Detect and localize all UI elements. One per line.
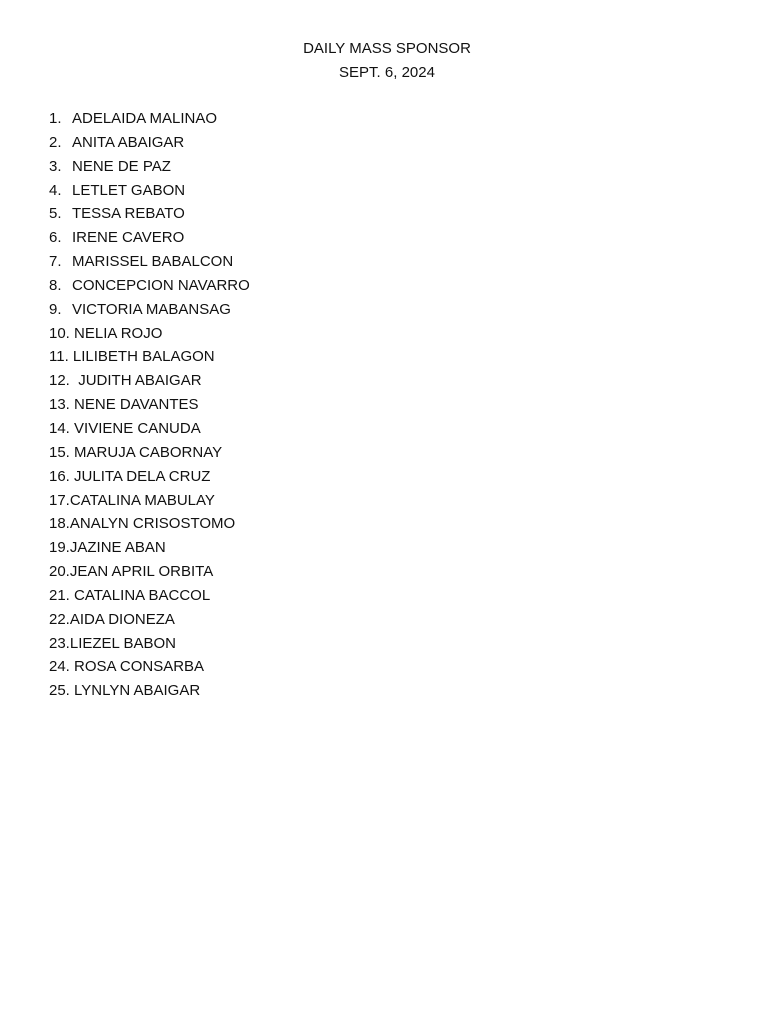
list-item	[49, 608, 250, 632]
list-number: 23.	[49, 634, 70, 652]
list-item	[49, 298, 250, 322]
list-item	[49, 226, 250, 250]
list-number: 9.	[49, 300, 62, 318]
sponsor-name: TESSA REBATO	[72, 205, 185, 223]
sponsor-name: NENE DAVANTES	[74, 396, 199, 414]
list-item	[49, 417, 250, 441]
list-number: 1.	[49, 110, 62, 127]
list-number: 17.	[49, 491, 70, 509]
list-item	[49, 107, 250, 131]
list-item	[49, 155, 250, 179]
list-number: 22.	[49, 610, 70, 628]
sponsor-name: MARUJA CABORNAY	[74, 443, 223, 461]
list-item	[49, 369, 250, 393]
list-number: 20.	[49, 563, 70, 581]
sponsor-name: LIEZEL BABON	[69, 634, 177, 652]
list-item	[49, 560, 250, 584]
list-item	[49, 536, 250, 560]
list-number: 11.	[49, 348, 73, 366]
sponsor-name: VIVIENE CANUDA	[74, 419, 201, 437]
sponsor-name: LYNLYN ABAIGAR	[74, 682, 201, 700]
sponsor-name: JUDITH ABAIGAR	[74, 372, 202, 390]
sponsor-name: IRENE CAVERO	[72, 229, 185, 247]
sponsor-name: LILIBETH BALAGON	[72, 348, 215, 366]
list-number: 5.	[49, 205, 62, 223]
list-item	[49, 679, 250, 703]
list-number: 14.	[49, 419, 75, 437]
sponsor-name: CATALINA BACCOL	[74, 586, 211, 604]
document-date: SEPT. 6, 2024	[339, 64, 435, 81]
list-number: 19.	[49, 539, 70, 557]
sponsor-name: AIDA DIONEZA	[69, 610, 175, 628]
list-item	[49, 393, 250, 417]
sponsor-name: NELIA ROJO	[74, 324, 163, 342]
sponsor-name: ADELAIDA MALINAO	[72, 110, 218, 127]
list-number: 10.	[49, 324, 75, 342]
list-number: 15.	[49, 443, 75, 461]
list-item	[49, 489, 250, 513]
list-item	[49, 131, 250, 155]
list-number: 12.	[49, 372, 75, 390]
sponsor-name: CATALINA MABULAY	[69, 491, 215, 509]
list-number: 4.	[49, 181, 62, 199]
list-item	[49, 655, 250, 679]
list-item	[49, 632, 250, 656]
sponsor-list	[49, 107, 250, 703]
list-item	[49, 202, 250, 226]
list-item	[49, 274, 250, 298]
list-number: 18.	[49, 515, 70, 533]
list-item	[49, 512, 250, 536]
list-item	[49, 584, 250, 608]
sponsor-name: ANITA ABAIGAR	[72, 133, 185, 151]
list-number: 7.	[49, 253, 62, 271]
sponsor-name: LETLET GABON	[72, 181, 186, 199]
list-number: 25.	[49, 682, 75, 700]
list-number: 8.	[49, 276, 62, 294]
list-number: 21.	[49, 586, 75, 604]
list-item	[49, 465, 250, 489]
list-item	[49, 322, 250, 346]
document-header	[0, 37, 768, 85]
sponsor-name: ANALYN CRISOSTOMO	[69, 515, 236, 533]
list-item	[49, 250, 250, 274]
list-item	[49, 441, 250, 465]
document-title: DAILY MASS SPONSOR	[303, 40, 471, 57]
sponsor-name: NENE DE PAZ	[72, 157, 171, 175]
sponsor-name: ROSA CONSARBA	[74, 658, 205, 676]
sponsor-name: JAZINE ABAN	[69, 539, 166, 557]
list-number: 6.	[49, 229, 62, 247]
sponsor-name: MARISSEL BABALCON	[72, 253, 234, 271]
list-item	[49, 179, 250, 203]
list-number: 16.	[49, 467, 75, 485]
sponsor-name: CONCEPCION NAVARRO	[72, 276, 250, 294]
sponsor-name: VICTORIA MABANSAG	[72, 300, 231, 318]
sponsor-name: JULITA DELA CRUZ	[74, 467, 211, 485]
list-number: 24.	[49, 658, 75, 676]
sponsor-name: JEAN APRIL ORBITA	[69, 563, 214, 581]
list-number: 2.	[49, 133, 62, 151]
list-number: 3.	[49, 157, 62, 175]
list-number: 13.	[49, 396, 75, 414]
list-item	[49, 345, 250, 369]
